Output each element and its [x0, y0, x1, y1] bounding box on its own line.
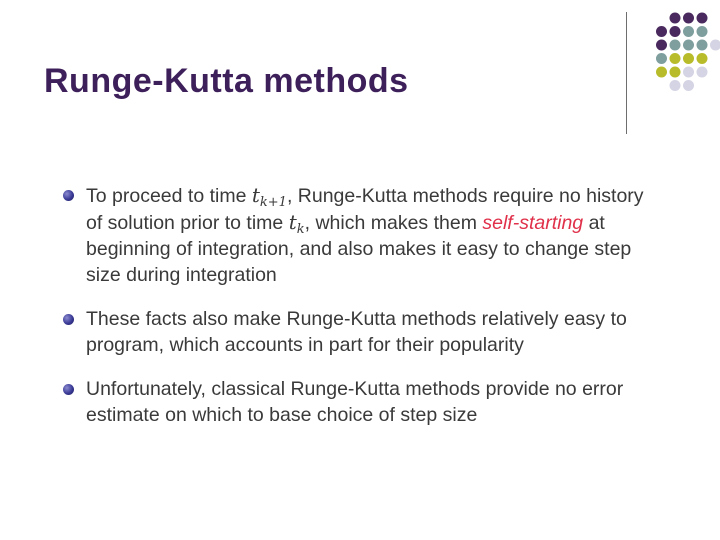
bullet-icon [63, 314, 74, 325]
decorative-dot [683, 13, 694, 24]
bullet-3-text: Unfortunately, classical Runge-Kutta methods provide no error estimate on which to base choice of step size [86, 378, 624, 426]
decorative-dot [670, 80, 681, 91]
decorative-dot [670, 40, 681, 51]
math-subscript: k+1 [259, 195, 287, 210]
math-t-k-plus-1 [251, 183, 287, 210]
bullet-1-text-end: at beginning of integration, and also makes it easy to change step size during integration [86, 212, 632, 286]
emphasized-term: self-starting [482, 212, 584, 234]
bullet-1-text-mid2: , which makes them [304, 212, 483, 234]
decorative-dot [656, 26, 667, 37]
math-base: t [288, 210, 297, 234]
decorative-dot [656, 67, 667, 78]
slide-title: Runge-Kutta methods [44, 62, 409, 100]
math-subscript: k [296, 222, 305, 237]
decorative-dot [697, 53, 708, 64]
decorative-dot [697, 40, 708, 51]
decorative-dot [697, 26, 708, 37]
bullet-list [62, 182, 662, 446]
decorative-dot [683, 53, 694, 64]
math-t-k [288, 210, 305, 237]
decorative-dot [683, 26, 694, 37]
decorative-dot [710, 40, 720, 51]
bullet-item-3 [62, 376, 662, 428]
decorative-dot [670, 13, 681, 24]
decorative-dot [670, 67, 681, 78]
decorative-dot [656, 40, 667, 51]
bullet-1-text-mid: , Runge-Kutta methods require no history of solution prior to time [86, 185, 644, 234]
bullet-1-text-start: To proceed to time [86, 185, 252, 207]
title-divider [626, 12, 627, 134]
decorative-dot [683, 80, 694, 91]
math-base: t [251, 183, 260, 207]
decorative-dot [670, 26, 681, 37]
bullet-item-1 [62, 182, 662, 288]
decorative-dot [697, 13, 708, 24]
bullet-2-text: These facts also make Runge-Kutta methods relatively easy to program, which accounts in part for their popularity [86, 308, 627, 356]
decorative-dot [683, 40, 694, 51]
decorative-dot [670, 53, 681, 64]
decorative-dot [656, 53, 667, 64]
bullet-item-2 [62, 306, 662, 358]
decorative-dot [697, 67, 708, 78]
bullet-icon [63, 384, 74, 395]
decorative-dot [683, 67, 694, 78]
bullet-icon [63, 190, 74, 201]
